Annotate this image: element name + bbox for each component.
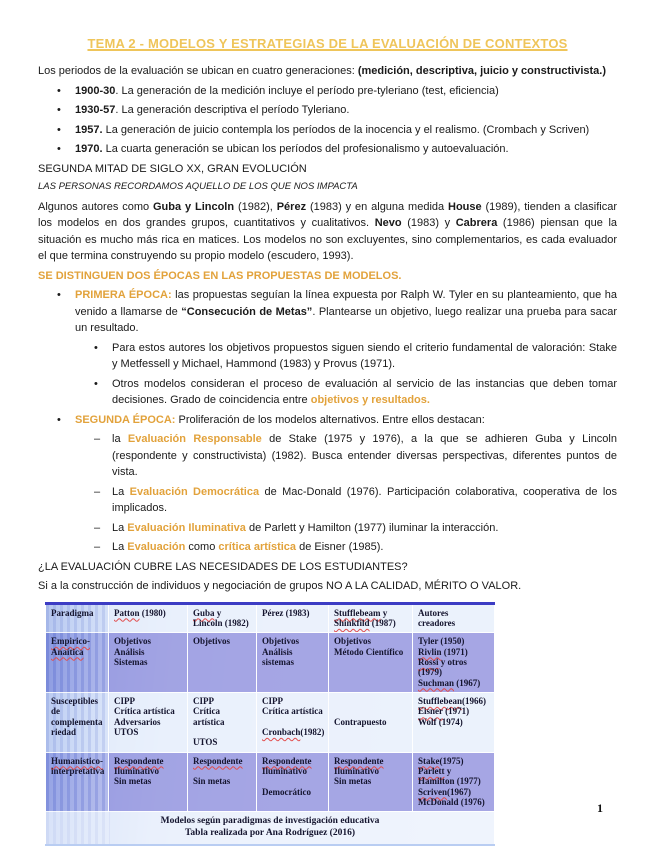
text-run: Stufflebeam (334, 607, 381, 618)
bullet-marker: • (57, 123, 61, 136)
text-run: . Plantearse un objetivo, luego realizar una prueba para sacar un resultado. (75, 305, 617, 334)
text-run: Paradigma (51, 607, 94, 618)
text-run: de (51, 706, 60, 717)
cell-line (418, 608, 490, 618)
text-run: Evaluación Iluminativa (127, 521, 246, 534)
table-row (46, 692, 495, 752)
subtitle-line (38, 180, 617, 194)
text-run: (1989), tienden a clasificar los modelos en dos grandes grupos, cuantitativos y cualitativos. (38, 200, 618, 229)
cell-line (262, 776, 324, 786)
text-run: Pérez (276, 200, 307, 213)
text-run: SEGUNDA ÉPOCA: (75, 413, 179, 426)
item-text (75, 122, 617, 139)
text-run: Objetivos (262, 636, 299, 647)
cell-line (51, 727, 104, 737)
text-run: objetivos y resultados. (310, 394, 430, 406)
item-text (75, 141, 617, 158)
cell-line (114, 727, 183, 737)
text-run: La generación de juicio contempla los períodos de la inocencia y el realismo. (Crombach y Scriven) (102, 123, 590, 136)
text-run: Stufflebean (418, 695, 463, 706)
cell-line (418, 696, 490, 706)
text-run: Pérez (1983) (262, 607, 310, 618)
text-run: UTOS (114, 726, 139, 737)
paragraph (38, 199, 617, 265)
cell-line (262, 657, 324, 667)
text-run: McDonald (1976) (418, 797, 485, 807)
text-run: y (444, 765, 452, 776)
cell-line (334, 776, 408, 786)
sub-bullet-item (38, 340, 617, 373)
cell-line (114, 766, 183, 776)
item-text (112, 484, 617, 517)
cell-line (334, 618, 408, 628)
cell-line (418, 776, 490, 786)
cell-line (193, 766, 252, 776)
text-run: (1971) (441, 646, 468, 657)
models-table (45, 602, 495, 847)
bullet-item (38, 122, 617, 139)
text-run: Parlett (418, 765, 445, 776)
text-run: y (214, 607, 222, 618)
cell-line (418, 717, 490, 727)
cell-line (262, 717, 324, 727)
text-run: Respondente (114, 755, 164, 766)
table-cell (257, 692, 329, 752)
cell-line (262, 696, 324, 706)
text-run: Rossi (418, 656, 439, 667)
cell-line (418, 678, 490, 688)
text-run: (1983) y (401, 217, 456, 229)
item-text (112, 376, 617, 409)
bullet-marker: • (57, 143, 61, 156)
table-cell (257, 633, 329, 693)
text-run: Susceptibles (51, 695, 99, 706)
text-run: creadores (418, 617, 456, 628)
dash-item (38, 539, 617, 556)
text-run: de Stake (1975 y 1976), a la que se adhieren Guba y Lincoln (respondente y constructivista) (1982). Busca entender diversas perspectivas, diferentes puntos de vista. (112, 433, 617, 478)
cell-line (193, 608, 252, 618)
text-run: La (112, 521, 128, 534)
paragraph (38, 63, 617, 80)
text-run: Nevo (374, 217, 402, 229)
paragraph (38, 559, 617, 576)
text-run: y (380, 607, 388, 618)
text-run: (1979) (418, 667, 442, 678)
dash-marker: – (94, 541, 101, 553)
cell-line (193, 696, 252, 706)
table-cell (109, 752, 188, 812)
text-run: (1987) (369, 617, 396, 628)
text-run: Hamilton (1977) (418, 776, 481, 787)
dash-marker: – (94, 433, 101, 445)
cell-line (262, 766, 324, 776)
text-run: (1982), (234, 200, 277, 213)
text-run: Respondente (334, 755, 384, 766)
header-cell (188, 603, 257, 633)
bullet-marker: • (94, 377, 98, 390)
text-run: Los periodos de la evaluación se ubican en cuatro generaciones: (38, 65, 358, 78)
text-run: Evaluación Democrática (129, 485, 260, 498)
table-cell (188, 752, 257, 812)
cell-line (262, 756, 324, 766)
cell-line (418, 647, 490, 657)
cell-line (262, 706, 324, 716)
item-text (75, 83, 617, 100)
cell-line (193, 727, 252, 737)
cell-line (334, 608, 408, 618)
text-run: Para estos autores los objetivos propuestos siguen siendo el criterio fundamental de valoración: Stake y Metfessell y Michael, Hammond (1983) y Provus (1971). (112, 341, 617, 370)
header-cell (413, 603, 495, 633)
cell-line (114, 756, 183, 766)
text-run: de Mac-Donald (1976). Participación colaborativa, cooperativa de los implicados. (112, 485, 617, 514)
table-row (46, 603, 495, 633)
text-run: Tyler (1950) (418, 636, 465, 647)
text-run: Stake (418, 755, 440, 766)
bullet-item (38, 412, 617, 429)
cell-line (51, 696, 104, 706)
text-run: Sin metas (193, 776, 231, 787)
cell-line (193, 776, 252, 786)
table-cell (46, 633, 109, 693)
cell-line (51, 706, 104, 716)
cell-line (51, 608, 104, 618)
dash-item (38, 431, 617, 481)
text-run: de Parlett y Hamilton (1977) iluminar la interacción. (245, 521, 499, 534)
text-run: CIPP (114, 695, 135, 706)
text-run: La (112, 541, 128, 553)
document-body (38, 63, 617, 594)
text-run: Iluminativo (262, 765, 308, 776)
cell-line (114, 696, 183, 706)
text-run: CIPP (193, 695, 214, 706)
text-run: Proliferación de los modelos alternativos. Entre ellos destacan: (178, 413, 485, 426)
text-run: la (112, 433, 128, 445)
text-run: Iluminativo (334, 765, 380, 776)
cell-line (114, 636, 183, 646)
text-run: (1983) y en alguna medida (306, 200, 449, 213)
table-cell (413, 692, 495, 752)
bullet-marker: • (57, 289, 61, 301)
bullet-item (38, 102, 617, 119)
cell-line (334, 647, 408, 657)
text-run: Anaítica (51, 646, 84, 657)
cell-line (114, 647, 183, 657)
cell-line (262, 647, 324, 657)
text-run: Sin metas (334, 776, 372, 787)
text-run: Sistemas (114, 656, 148, 667)
text-run: (1975) (439, 755, 464, 766)
text-run: La (112, 485, 130, 498)
paragraph (38, 578, 617, 595)
text-run: SEGUNDA MITAD DE SIGLO XX, GRAN EVOLUCIÓN (38, 162, 307, 175)
text-run: Algunos autores como (38, 200, 153, 213)
cell-line (262, 636, 324, 646)
item-text (75, 412, 617, 429)
item-text (112, 340, 617, 373)
table-cell (413, 752, 495, 812)
text-run: Contrapuesto (334, 716, 387, 727)
text-run: Adversarios (114, 716, 161, 727)
page-title: TEMA 2 - MODELOS Y ESTRATEGIAS DE LA EVALUACIÓN DE CONTEXTOS (87, 36, 568, 51)
item-text (75, 102, 617, 119)
cell-line (418, 636, 490, 646)
cell-line (334, 636, 408, 646)
text-run: 1970. (75, 143, 103, 156)
bullet-marker: • (57, 104, 61, 117)
text-run: Objetivos (114, 636, 151, 647)
text-run: Empirico- (51, 636, 90, 647)
cell-line (193, 706, 252, 727)
text-run: Guba y Lincoln (152, 200, 235, 213)
text-run: crítica artística (218, 541, 297, 553)
text-run: UTOS (193, 737, 218, 748)
text-run: Objetivos (193, 636, 230, 647)
item-text (75, 287, 617, 337)
text-run: ¿LA EVALUACIÓN CUBRE LAS NECESIDADES DE LOS ESTUDIANTES? (38, 560, 408, 573)
cell-line (334, 717, 408, 727)
item-text (112, 431, 617, 481)
table-caption-row (46, 812, 495, 845)
text-run: Análisis (114, 646, 145, 657)
text-run: Respondente (193, 755, 243, 766)
bullet-item (38, 83, 617, 100)
text-run: (1966) (462, 695, 487, 706)
cell-line (262, 727, 324, 737)
text-run: Patton (114, 607, 140, 618)
bullet-item (38, 287, 617, 337)
bullet-item (38, 141, 617, 158)
paragraph (38, 161, 617, 178)
table-cell (46, 752, 109, 812)
text-run: 1930-57 (75, 104, 116, 117)
cell-line (334, 766, 408, 776)
dash-item (38, 520, 617, 537)
cell-line (418, 787, 490, 797)
text-run: Autores (418, 607, 449, 618)
bullet-marker: • (57, 413, 61, 426)
text-run: Si a la construcción de individuos y negociación de grupos NO A LA CALIDAD, MÉRITO O VALOR. (38, 580, 522, 592)
page-number: 1 (597, 801, 603, 815)
header-cell (329, 603, 413, 633)
text-run: . La generación de la medición incluye el período pre-tyleriano (test, eficiencia) (115, 84, 499, 97)
text-run: “Consecución de Metas” (181, 305, 313, 318)
table-cell (257, 752, 329, 812)
cell-line (193, 636, 252, 646)
cell-line (334, 706, 408, 716)
text-run: Cronbach (262, 726, 301, 737)
text-run: Cabrera (455, 217, 498, 229)
cell-line (51, 636, 104, 646)
item-text (112, 520, 617, 537)
text-run: Humanistico- (51, 755, 104, 766)
table-cell (109, 633, 188, 693)
text-run: SE DISTINGUEN DOS ÉPOCAS EN LAS PROPUESTAS DE MODELOS. (38, 269, 402, 282)
section-heading (38, 268, 617, 285)
header-cell (257, 603, 329, 633)
table-cell (188, 692, 257, 752)
table-cell (109, 692, 188, 752)
table-cell (188, 633, 257, 693)
cell-line (262, 608, 324, 618)
text-run: Suchman (418, 677, 455, 688)
text-run: Eisner (418, 706, 443, 717)
text-run: (1967) (447, 786, 471, 797)
text-run: CIPP (262, 695, 283, 706)
cell-line (418, 797, 490, 807)
text-run: Crítica artística (114, 706, 175, 717)
text-run: Otros modelos consideran el proceso de evaluación al servicio de las instancias que deben tomar decisiones. Grado de coincidencia entre (112, 377, 617, 406)
text-run: Rivlin (418, 646, 442, 657)
text-run: Análisis (262, 646, 293, 657)
text-run: Iluminativo (114, 765, 160, 776)
text-run: La cuarta generación se ubican los períodos del profesionalismo y autoevaluación. (102, 143, 509, 156)
text-run: Evaluación Responsable (127, 433, 262, 445)
bullet-marker: • (57, 84, 61, 97)
text-run: Evaluación (127, 541, 186, 553)
text-run: . La generación descriptiva el período Tyleriano. (115, 104, 350, 117)
cell-line (418, 618, 490, 628)
cell-line (418, 657, 490, 667)
cell-line (114, 608, 183, 618)
text-run: y otros (438, 656, 467, 667)
table-cell (329, 692, 413, 752)
text-run: complementa (51, 716, 103, 727)
cell-line (193, 756, 252, 766)
bullet-marker: • (94, 341, 98, 354)
caption-line: Tabla realizada por Ana Rodríguez (2016) (184, 828, 356, 839)
table-row (46, 752, 495, 812)
cell-line (114, 657, 183, 667)
cell-line (51, 647, 104, 657)
cell-line (334, 756, 408, 766)
dash-item (38, 484, 617, 517)
table-caption (46, 812, 495, 845)
text-run: Crítica artística (262, 706, 323, 717)
text-run: 1900-30 (75, 84, 116, 97)
text-run: PRIMERA ÉPOCA: (75, 289, 176, 301)
text-run: LAS PERSONAS RECORDAMOS AQUELLO DE LOS QUE NOS IMPACTA (38, 181, 358, 193)
text-run: como (185, 541, 219, 553)
text-run: (1982) (300, 726, 325, 737)
cell-line (418, 706, 490, 716)
cell-line (418, 756, 490, 766)
text-run: Objetivos (334, 636, 371, 647)
text-run: las propuestas seguían la línea expuesta por Ralph W. Tyler en su planteamiento, que ha venido a llamarse de (75, 289, 618, 318)
dash-marker: – (94, 521, 101, 534)
cell-line (114, 776, 183, 786)
text-run: Guba (193, 607, 215, 618)
cell-line (262, 787, 324, 797)
cell-line (114, 717, 183, 727)
table-wrap (45, 602, 494, 847)
text-run: Respondente (262, 755, 312, 766)
cell-line (418, 766, 490, 776)
sub-bullet-item (38, 376, 617, 409)
text-run: (1986) piensan que la situación es mucho más rica en matices. Los modelos no son excluyentes, sino complementarios, es cada evaluador el que termina construyendo su propio modelo (escudero, 1993). (38, 217, 618, 262)
text-run: Crítica artística (193, 706, 225, 727)
text-run: de Eisner (1985). (296, 541, 384, 553)
text-run: Sin metas (114, 776, 152, 787)
text-run: interpretativa (51, 765, 105, 776)
text-run: (1971) (442, 706, 470, 717)
cell-line (51, 766, 104, 776)
cell-line (418, 667, 490, 677)
text-run: sistemas (262, 656, 294, 667)
text-run: 1957. (75, 123, 103, 136)
text-run: House (448, 200, 482, 213)
text-run: Método Científico (334, 646, 404, 657)
text-run: Lincoln (1982) (193, 617, 249, 628)
text-run: (1967) (454, 677, 481, 688)
dash-marker: – (94, 485, 101, 498)
caption-line: Modelos según paradigmas de investigación educativa (160, 816, 380, 827)
text-run: Democrático (262, 786, 311, 797)
item-text (112, 539, 617, 556)
header-cell (46, 603, 109, 633)
table-cell (413, 633, 495, 693)
header-cell (109, 603, 188, 633)
text-run: riedad (51, 726, 77, 737)
cell-line (51, 756, 104, 766)
text-run: (1980) (139, 607, 166, 618)
table-cell (46, 692, 109, 752)
table-cell (329, 752, 413, 812)
table-cell (329, 633, 413, 693)
text-run: (medición, descriptiva, juicio y constructivista.) (357, 65, 607, 78)
text-run: Scriven (418, 786, 447, 797)
table-row (46, 633, 495, 693)
cell-line (193, 618, 252, 628)
cell-line (193, 737, 252, 747)
cell-line (114, 706, 183, 716)
text-run: Shinkfild (334, 617, 370, 628)
text-run: Wolf (1974) (418, 716, 463, 727)
cell-line (51, 717, 104, 727)
cell-line (334, 696, 408, 706)
